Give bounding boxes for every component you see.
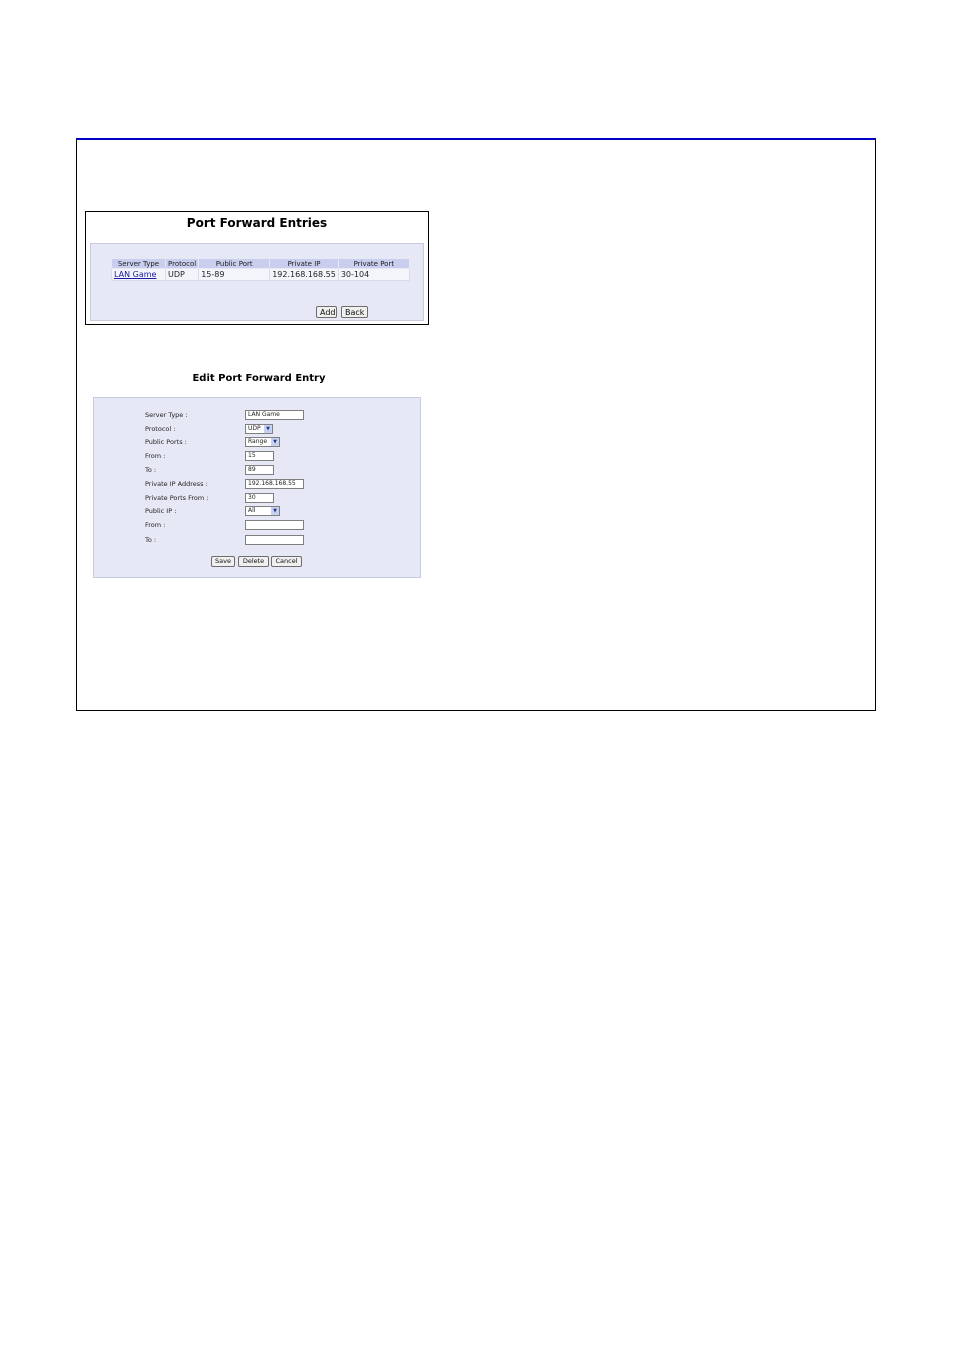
entries-inner-panel: [90, 243, 424, 321]
col-private-port: Private Port: [338, 259, 409, 269]
cell-public-port: 15-89: [199, 269, 270, 281]
server-type-label: Server Type :: [145, 411, 188, 419]
col-public-port: Public Port: [199, 259, 270, 269]
to-label: To :: [145, 466, 157, 474]
cell-server-type: [112, 269, 166, 281]
table-row: [112, 269, 410, 281]
chevron-down-icon: ▼: [271, 507, 279, 515]
ip-to-label: To :: [145, 536, 157, 544]
col-protocol: Protocol: [166, 259, 199, 269]
cell-private-port: 30-104: [338, 269, 409, 281]
entries-table: [111, 258, 410, 281]
public-ports-select[interactable]: [245, 437, 280, 447]
protocol-select[interactable]: [245, 424, 273, 434]
row-ip-to: [94, 535, 422, 547]
row-from: [94, 451, 422, 463]
cancel-button[interactable]: Cancel: [271, 556, 302, 567]
cell-protocol: UDP: [166, 269, 199, 281]
add-button[interactable]: Add: [316, 306, 337, 318]
from-label: From :: [145, 452, 166, 460]
from-input[interactable]: 15: [245, 451, 274, 461]
ip-from-label: From :: [145, 521, 166, 529]
edit-inner-panel: [93, 397, 421, 578]
delete-button[interactable]: Delete: [238, 556, 269, 567]
row-private-ports-from: [94, 493, 422, 505]
server-type-input[interactable]: LAN Game: [245, 410, 304, 420]
row-ip-from: [94, 520, 422, 532]
chevron-down-icon: ▼: [271, 438, 279, 446]
edit-port-forward-panel: [88, 370, 424, 582]
ip-to-input[interactable]: [245, 535, 304, 545]
row-public-ports: [94, 437, 422, 449]
private-ports-from-input[interactable]: 30: [245, 493, 274, 503]
protocol-value: UDP: [248, 425, 261, 432]
entries-title: Port Forward Entries: [186, 216, 328, 230]
public-ports-value: Range: [248, 438, 268, 445]
col-private-ip: Private IP: [270, 259, 339, 269]
private-ports-from-label: Private Ports From :: [145, 494, 209, 502]
to-input[interactable]: 89: [245, 465, 274, 475]
row-to: [94, 465, 422, 477]
public-ip-select[interactable]: [245, 506, 280, 516]
public-ports-label: Public Ports :: [145, 438, 187, 446]
row-server-type: [94, 410, 422, 422]
cell-private-ip: 192.168.168.55: [270, 269, 339, 281]
chevron-down-icon: ▼: [264, 425, 272, 433]
private-ip-label: Private IP Address :: [145, 480, 208, 488]
private-ip-input[interactable]: 192.168.168.55: [245, 479, 304, 489]
lan-game-link[interactable]: LAN Game: [114, 270, 157, 279]
port-forward-entries-panel: [85, 211, 429, 325]
save-button[interactable]: Save: [211, 556, 235, 567]
public-ip-value: All: [248, 507, 256, 514]
table-header-row: [112, 259, 410, 269]
protocol-label: Protocol :: [145, 425, 176, 433]
col-server-type: Server Type: [112, 259, 166, 269]
row-protocol: [94, 424, 422, 436]
row-public-ip: [94, 506, 422, 518]
ip-from-input[interactable]: [245, 520, 304, 530]
edit-title: Edit Port Forward Entry: [192, 373, 326, 384]
public-ip-label: Public IP :: [145, 507, 177, 515]
row-private-ip: [94, 479, 422, 491]
back-button[interactable]: Back: [341, 306, 368, 318]
